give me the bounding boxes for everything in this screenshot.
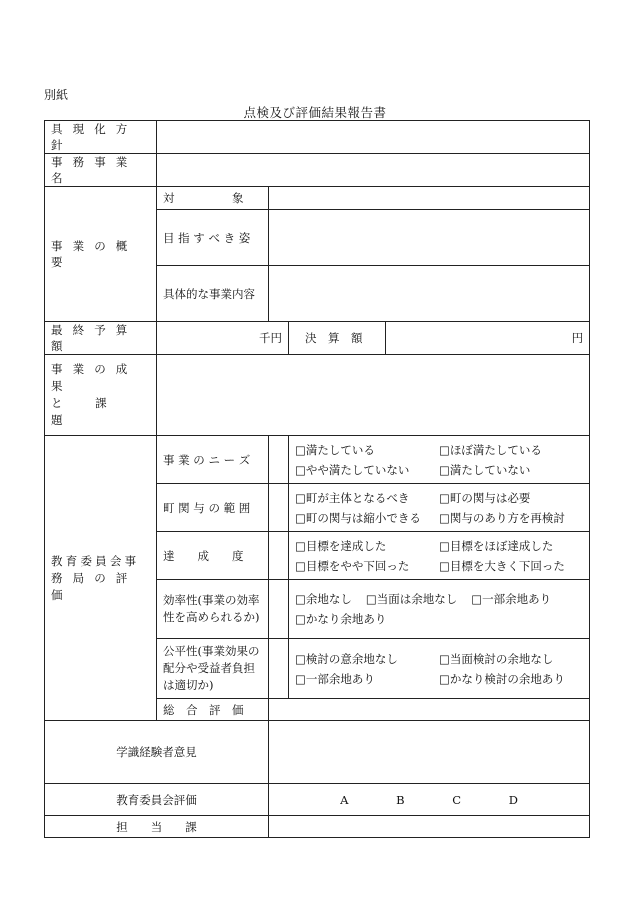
label-fairness (157, 639, 269, 699)
option-efficiency-4[interactable]: □かなり余地あり (295, 612, 387, 626)
grade-a[interactable]: A (340, 792, 349, 807)
label-policy: 具 現 化 方 針 (45, 121, 157, 154)
option-needs-2[interactable]: □ほぼ満たしている (439, 442, 542, 457)
label-results (45, 355, 157, 436)
label-town-role: 町 関 与 の 範 囲 (157, 484, 269, 532)
label-overview-content: 具体的な事業内容 (157, 266, 269, 322)
label-fairness-line1: 公平性(事業効果の (163, 644, 260, 658)
label-person-in-charge: 担 当 課 (45, 816, 269, 838)
option-fairness-2[interactable]: □当面検討の余地なし (439, 651, 554, 666)
field-final-budget[interactable] (157, 322, 289, 355)
row-needs (45, 436, 590, 484)
spacer-fairness (269, 639, 289, 699)
label-overview: 事 業 の 概 要 (45, 187, 157, 322)
field-overall[interactable] (269, 699, 590, 721)
field-project-name[interactable] (157, 154, 590, 187)
options-achievement (289, 532, 590, 580)
field-settlement[interactable] (386, 322, 590, 355)
label-evaluation-line2: 務 局 の 評 価 (51, 570, 131, 602)
label-board-evaluation: 教育委員会評価 (45, 784, 269, 816)
label-final-budget: 最 終 予 算 額 (45, 322, 157, 355)
row-board-evaluation (45, 784, 590, 816)
report-form (44, 120, 590, 838)
field-expert-opinion[interactable] (269, 721, 590, 784)
label-evaluation-line1: 教育委員会事 (51, 553, 140, 568)
label-needs: 事 業 の ニ ー ズ (157, 436, 269, 484)
field-person-in-charge[interactable] (269, 816, 590, 838)
option-achievement-3[interactable]: □目標をやや下回った (295, 558, 410, 573)
option-needs-1[interactable]: □満たしている (295, 442, 375, 457)
grade-options (269, 784, 590, 816)
spacer-efficiency (269, 580, 289, 639)
option-achievement-2[interactable]: □目標をほぼ達成した (439, 538, 554, 553)
field-policy[interactable] (157, 121, 590, 154)
row-overview-target (45, 187, 590, 210)
spacer-town-role (269, 484, 289, 532)
label-fairness-line3: は適切か) (163, 678, 214, 692)
unit-yen: 円 (571, 331, 584, 345)
option-town-role-3[interactable]: □町の関与は縮小できる (295, 510, 421, 525)
row-person-in-charge (45, 816, 590, 838)
option-efficiency-1[interactable]: □余地なし (295, 592, 352, 606)
spacer-achievement (269, 532, 289, 580)
document-title: 点検及び評価結果報告書 (243, 105, 387, 120)
grade-b[interactable]: B (396, 792, 405, 807)
option-efficiency-3[interactable]: □一部余地あり (471, 592, 552, 606)
label-overview-target: 対 象 (157, 187, 269, 210)
field-overview-content[interactable] (269, 266, 590, 322)
label-achievement: 達 成 度 (157, 532, 269, 580)
label-fairness-line2: 配分や受益者負担 (163, 661, 255, 675)
field-overview-goal[interactable] (269, 210, 590, 266)
unit-thousand-yen: 千円 (259, 331, 282, 345)
label-results-line2: と 課 題 (51, 396, 140, 427)
option-needs-4[interactable]: □満たしていない (439, 462, 531, 477)
option-town-role-1[interactable]: □町が主体となるべき (295, 490, 410, 505)
grade-c[interactable]: C (452, 792, 462, 807)
row-expert-opinion (45, 721, 590, 784)
option-town-role-4[interactable]: □関与のあり方を再検討 (439, 510, 565, 525)
options-town-role (289, 484, 590, 532)
label-efficiency-line2: 性を高められるか) (163, 610, 260, 624)
row-results (45, 355, 590, 436)
label-settlement: 決 算 額 (289, 322, 386, 355)
option-fairness-4[interactable]: □かなり検討の余地あり (439, 671, 565, 686)
label-overall: 総 合 評 価 (157, 699, 269, 721)
option-efficiency-2[interactable]: □当面は余地なし (365, 592, 458, 606)
label-efficiency-line1: 効率性(事業の効率 (163, 593, 260, 607)
label-efficiency (157, 580, 269, 639)
row-policy (45, 121, 590, 154)
option-fairness-1[interactable]: □検討の意余地なし (295, 651, 398, 666)
option-achievement-1[interactable]: □目標を達成した (295, 538, 387, 553)
label-expert-opinion: 学識経験者意見 (45, 721, 269, 784)
spacer-needs (269, 436, 289, 484)
label-overview-goal: 目 指 す べ き 姿 (157, 210, 269, 266)
option-town-role-2[interactable]: □町の関与は必要 (439, 490, 531, 505)
option-achievement-4[interactable]: □目標を大きく下回った (439, 558, 565, 573)
option-fairness-3[interactable]: □一部余地あり (295, 671, 375, 686)
options-fairness (289, 639, 590, 699)
options-needs (289, 436, 590, 484)
options-efficiency (289, 580, 590, 639)
field-overview-target[interactable] (269, 187, 590, 210)
label-results-line1: 事 業 の 成 果 (51, 362, 131, 393)
row-budget (45, 322, 590, 355)
label-project-name: 事 務 事 業 名 (45, 154, 157, 187)
label-evaluation (45, 436, 157, 721)
option-needs-3[interactable]: □やや満たしていない (295, 462, 410, 477)
row-project-name (45, 154, 590, 187)
attachment-label: 別紙 (44, 88, 69, 102)
field-results[interactable] (157, 355, 590, 436)
grade-d[interactable]: D (508, 792, 518, 807)
